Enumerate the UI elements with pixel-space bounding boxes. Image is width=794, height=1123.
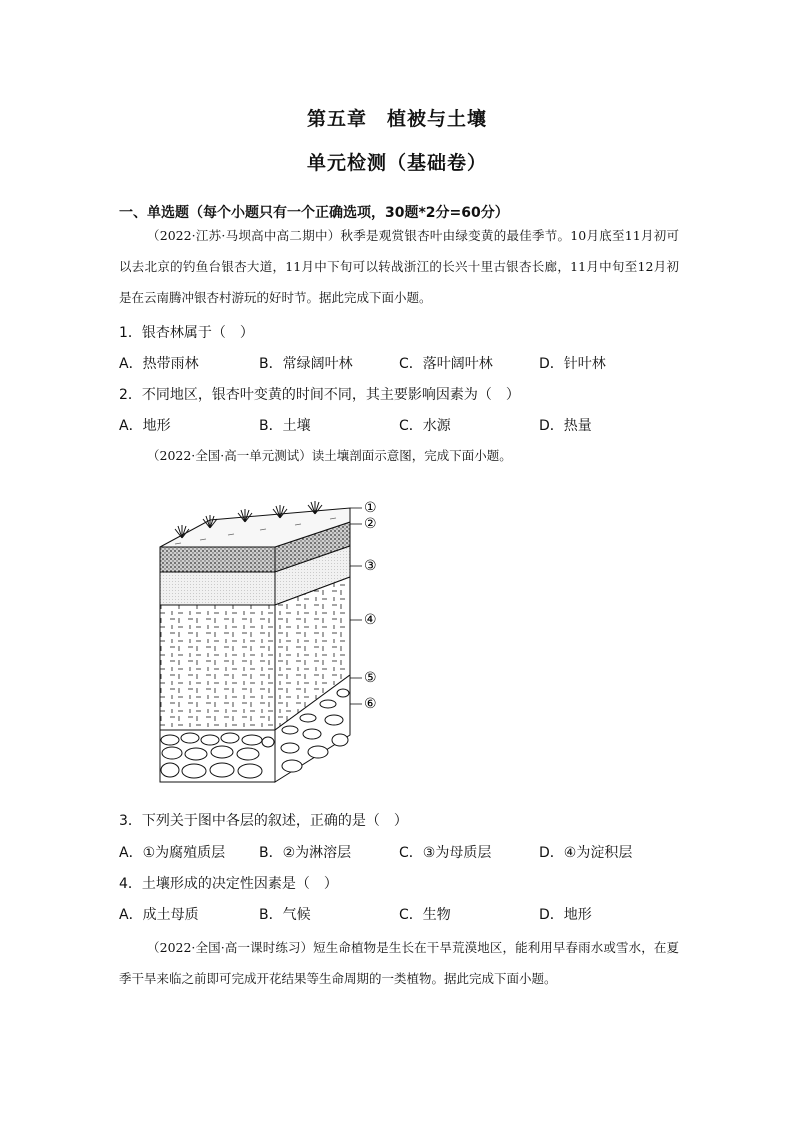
layer-2-front <box>160 547 275 572</box>
option-d: D．针叶林 <box>539 356 606 372</box>
option-d: D．热量 <box>539 418 592 434</box>
layer-label-6: ⑥ <box>364 696 377 712</box>
question-3: 3．下列关于图中各层的叙述，正确的是（ ） <box>119 813 408 829</box>
option-b: B．②为淋溶层 <box>259 845 352 861</box>
passage-ginkgo: （2022·江苏·马坝高中高二期中）秋季是观赏银杏叶由绿变黄的最佳季节。10月底至11月初可以去北京的钓鱼台银杏大道，11月中下旬可以转战浙江的长兴十里古银杏长廊，11月中旬至12月初是在云南腾冲银杏村游玩的好时节。据此完成下面小题。 <box>119 228 679 305</box>
question-4: 4．土壤形成的决定性因素是（ ） <box>119 876 338 892</box>
option-a: A．地形 <box>119 418 171 434</box>
option-b: B．土壤 <box>259 418 311 434</box>
option-c: C．落叶阔叶林 <box>399 356 493 372</box>
chapter-title: 第五章 植被与土壤 <box>306 108 487 130</box>
bedrock-stones <box>161 733 274 778</box>
question-2-options <box>119 415 679 435</box>
layer-4-front <box>160 605 275 730</box>
option-b: B．气候 <box>259 907 311 923</box>
question-1: 1．银杏林属于（ ） <box>119 325 254 341</box>
section-title: 一、单选题（每个小题只有一个正确选项，30题*2分=60分） <box>119 205 509 221</box>
option-a: A．①为腐殖质层 <box>119 845 226 861</box>
option-c: C．生物 <box>399 907 451 923</box>
option-d: D．地形 <box>539 907 592 923</box>
option-b: B．常绿阔叶林 <box>259 356 353 372</box>
subtitle: 单元检测（基础卷） <box>306 152 487 174</box>
question-1-options <box>119 353 679 373</box>
layer-label-2: ② <box>364 516 377 532</box>
option-c: C．③为母质层 <box>399 845 492 861</box>
option-a: A．热带雨林 <box>119 356 199 372</box>
layer-label-5: ⑤ <box>364 670 377 686</box>
layer-label-4: ④ <box>364 612 377 628</box>
passage-soil-profile: （2022·全国·高一单元测试）读土壤剖面示意图，完成下面小题。 <box>147 448 512 463</box>
question-2: 2．不同地区，银杏叶变黄的时间不同，其主要影响因素为（ ） <box>119 387 520 403</box>
soil-profile-figure <box>150 490 380 790</box>
option-d: D．④为淀积层 <box>539 845 633 861</box>
question-3-options <box>119 842 679 862</box>
option-a: A．成土母质 <box>119 907 199 923</box>
label-leaders <box>350 508 362 704</box>
question-4-options <box>119 904 679 924</box>
layer-label-1: ① <box>364 500 377 516</box>
passage-ephemeral-plants: （2022·全国·高一课时练习）短生命植物是生长在干旱荒漠地区，能利用早春雨水或雪水，在夏季干旱来临之前即可完成开花结果等生命周期的一类植物。据此完成下面小题。 <box>119 940 679 986</box>
option-c: C．水源 <box>399 418 451 434</box>
layer-label-3: ③ <box>364 558 377 574</box>
layer-3-front <box>160 572 275 605</box>
